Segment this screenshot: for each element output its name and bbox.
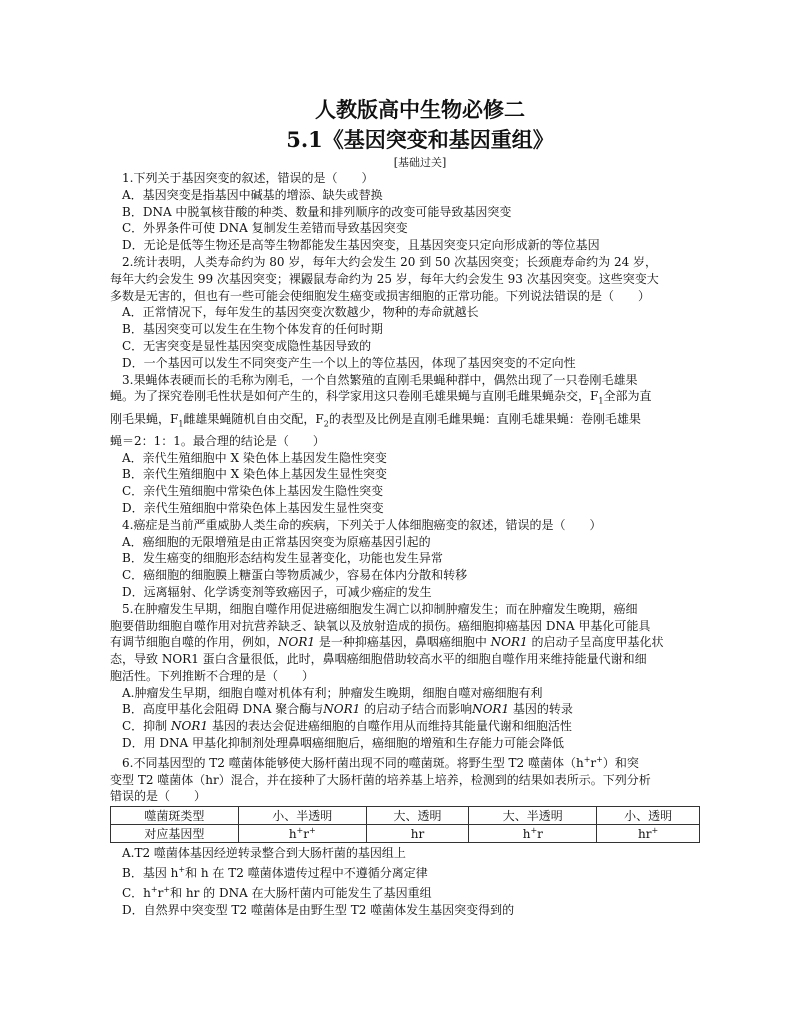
table-header-cell: 对应基因型	[111, 825, 239, 843]
document-title: 人教版高中生物必修二	[315, 97, 525, 122]
question-5-option-c	[110, 718, 700, 735]
table-cell: 小、半透明	[238, 807, 366, 825]
section-label: [基础过关]	[393, 156, 447, 169]
question-6-option-a: A.T2 噬菌体基因经逆转录整合到大肠杆菌的基因组上	[122, 846, 406, 861]
table-row	[111, 825, 700, 843]
plaque-table	[110, 806, 700, 843]
question-5-option-d: D．用 DNA 甲基化抑制剂处理鼻咽癌细胞后，癌细胞的增殖和生存能力可能会降低	[122, 736, 565, 751]
question-6-option-c	[110, 882, 700, 902]
question-6-text: 6.不同基因型的 T2 噬菌体能够使大肠杆菌出现不同的噬菌斑。将野生型 T2 噬菌体（h	[122, 755, 584, 770]
question-5-text: 的启动子呈高度甲基化状	[527, 635, 664, 650]
question-4-option-d: D．远离辐射、化学诱变剂等致癌因子，可减少癌症的发生	[122, 584, 432, 599]
question-2-option-a: A．正常情况下，每年发生的基因突变次数越少，物种的寿命就越长	[122, 305, 479, 320]
subscript: 1	[178, 418, 184, 428]
table-cell: hr	[366, 825, 469, 843]
question-5-stem-line-5: 胞活性。下列推断不合理的是（ ）	[110, 668, 315, 683]
superscript: +	[163, 884, 171, 894]
question-3-stem-line-1: 3.果蝇体表硬而长的毛称为刚毛，一个自然繁殖的直刚毛果蝇种群中，偶然出现了一只卷刚毛雄果	[122, 372, 638, 387]
table-cell: 大、透明	[366, 807, 469, 825]
option-text: 基因的表达会促进癌细胞的自噬作用从而维持其能量代谢和细胞活性	[208, 719, 572, 734]
question-6-stem-line-3: 错误的是（ ）	[110, 789, 207, 804]
subscript: 2	[323, 418, 329, 428]
option-text: 的启动子结合而影响	[360, 702, 473, 717]
option-text: B．基因 h	[122, 866, 179, 881]
question-2-option-c: C．无害突变是显性基因突变成隐性基因导致的	[122, 338, 372, 353]
question-4-stem: 4.癌症是当前严重威胁人类生命的疾病，下列关于人体细胞癌变的叙述，错误的是（ ）	[122, 517, 602, 532]
subscript: 1	[598, 396, 604, 406]
question-5-stem-line-1: 5.在肿瘤发生早期，细胞自噬作用促进癌细胞发生凋亡以抑制肿瘤发生；而在肿瘤发生晚期，癌细	[122, 601, 638, 616]
superscript: +	[296, 826, 304, 836]
option-text: B．高度甲基化会阻碍 DNA 聚合酶与	[122, 702, 324, 717]
superscript: +	[309, 826, 316, 836]
table-header-cell: 噬菌斑类型	[111, 807, 239, 825]
question-3-text: 雌雄果蝇随机自由交配，F	[183, 411, 324, 426]
question-3-text: 刚毛果蝇，F	[110, 411, 179, 426]
document-page	[110, 96, 700, 918]
question-2-stem-line-3: 多数是无害的，但也有一些可能会使细胞发生癌变或损害细胞的正常功能。下列说法错误的是（ ）	[110, 288, 651, 303]
table-cell: h+r+	[238, 825, 366, 843]
question-1-stem: 1.下列关于基因突变的叙述，错误的是（ ）	[122, 171, 374, 185]
table-cell: 小、透明	[597, 807, 700, 825]
question-5-text: 是一种抑癌基因，鼻咽癌细胞中	[315, 635, 491, 650]
superscript: +	[530, 826, 538, 836]
question-3-option-d: D．亲代生殖细胞中常染色体上基因发生显性突变	[122, 500, 384, 515]
option-text: 基因的转录	[509, 702, 573, 717]
document-subtitle: 5.1《基因突变和基因重组》	[286, 127, 554, 152]
question-3-option-c: C．亲代生殖细胞中常染色体上基因发生隐性突变	[122, 484, 384, 499]
gene-name: NOR1	[472, 702, 510, 717]
question-5-text: 有调节细胞自噬的作用，例如，	[110, 635, 279, 650]
table-cell: 大、半透明	[469, 807, 597, 825]
question-3-stem-line-4: 蝇＝2：1：1。最合理的结论是（ ）	[110, 433, 325, 448]
option-text: 和 hr 的 DNA 在大肠杆菌内可能发生了基因重组	[170, 885, 432, 900]
question-4-option-c: C．癌细胞的细胞膜上糖蛋白等物质减少，容易在体内分散和转移	[122, 568, 468, 583]
question-5-stem-line-4: 态，导致 NOR1 蛋白含量很低，此时，鼻咽癌细胞借助较高水平的细胞自噬作用来维持能量代谢和细	[110, 652, 647, 667]
question-5-option-a: A.肿瘤发生早期，细胞自噬对机体有利；肿瘤发生晚期，细胞自噬对癌细胞有利	[122, 685, 543, 700]
question-2-stem-line-2: 每年大约会发生 99 次基因突变；裸鼹鼠寿命约为 25 岁，每年大约会发生 93 次基因突变。这些突变大	[110, 271, 659, 286]
question-3-text: 的表型及比例是直刚毛雌果蝇：直刚毛雄果蝇：卷刚毛雄果	[328, 411, 641, 426]
question-4-option-b: B．发生癌变的细胞形态结构发生显著变化，功能也发生异常	[122, 551, 443, 566]
option-text: C．h	[122, 885, 151, 900]
question-1-option-b: B．DNA 中脱氧核苷酸的种类、数量和排列顺序的改变可能导致基因突变	[122, 204, 512, 219]
question-5-option-b	[110, 701, 700, 718]
question-4-option-a: A．癌细胞的无限增殖是由正常基因突变为原癌基因引起的	[122, 534, 431, 549]
question-3-text: 全部为直	[603, 389, 652, 404]
question-6-stem-line-1	[110, 752, 700, 772]
question-2-option-b: B．基因突变可以发生在生物个体发育的任何时期	[122, 322, 383, 337]
superscript: +	[596, 754, 603, 764]
question-3-stem-line-3	[110, 411, 700, 433]
gene-name: NOR1	[171, 719, 209, 734]
superscript: +	[583, 754, 591, 764]
option-text: C．抑制	[122, 719, 171, 734]
question-6-text: ）和突	[602, 755, 639, 770]
option-text: 和 h 在 T2 噬菌体遗传过程中不遵循分离定律	[185, 866, 428, 881]
gene-name: NOR1	[278, 635, 316, 650]
question-6-option-d: D．自然界中突变型 T2 噬菌体是由野生型 T2 噬菌体发生基因突变得到的	[122, 902, 515, 917]
question-5-stem-line-2: 胞要借助细胞自噬作用对抗营养缺乏、缺氧以及放射造成的损伤。癌细胞抑癌基因 DNA 甲基化可能具	[110, 618, 651, 633]
question-1-option-d: D．无论是低等生物还是高等生物都能发生基因突变，且基因突变只定向形成新的等位基因	[122, 238, 600, 253]
superscript: +	[150, 884, 158, 894]
table-row	[111, 807, 700, 825]
question-1-option-a: A．基因突变是指基因中碱基的增添、缺失或替换	[122, 187, 383, 202]
question-6-text: r	[590, 755, 597, 770]
table-cell: h+r	[469, 825, 597, 843]
superscript: +	[178, 865, 186, 875]
gene-name: NOR1	[490, 635, 528, 650]
table-cell: hr+	[597, 825, 700, 843]
superscript: +	[651, 826, 659, 836]
question-3-option-b: B．亲代生殖细胞中 X 染色体上基因发生显性突变	[122, 467, 387, 482]
question-6-option-b	[110, 862, 700, 882]
question-6-stem-line-2: 变型 T2 噬菌体（hr）混合，并在接种了大肠杆菌的培养基上培养，检测到的结果如表所示。下列分析	[110, 772, 651, 787]
question-3-stem-line-2	[110, 388, 700, 410]
question-3-option-a: A．亲代生殖细胞中 X 染色体上基因发生隐性突变	[122, 450, 387, 465]
question-1-option-c: C．外界条件可使 DNA 复制发生差错而导致基因突变	[122, 221, 408, 236]
question-2-stem-line-1: 2.统计表明，人类寿命约为 80 岁，每年大约会发生 20 到 50 次基因突变；长颈鹿寿命约为 24 岁，	[122, 254, 658, 269]
question-3-text: 蝇。为了探究卷刚毛性状是如何产生的，科学家用这只卷刚毛雄果蝇与直刚毛雌果蝇杂交，F	[110, 389, 599, 404]
option-text: r	[157, 885, 164, 900]
gene-name: NOR1	[323, 702, 361, 717]
question-2-option-d: D．一个基因可以发生不同突变产生一个以上的等位基因，体现了基因突变的不定向性	[122, 355, 576, 370]
question-5-stem-line-3	[110, 634, 700, 651]
